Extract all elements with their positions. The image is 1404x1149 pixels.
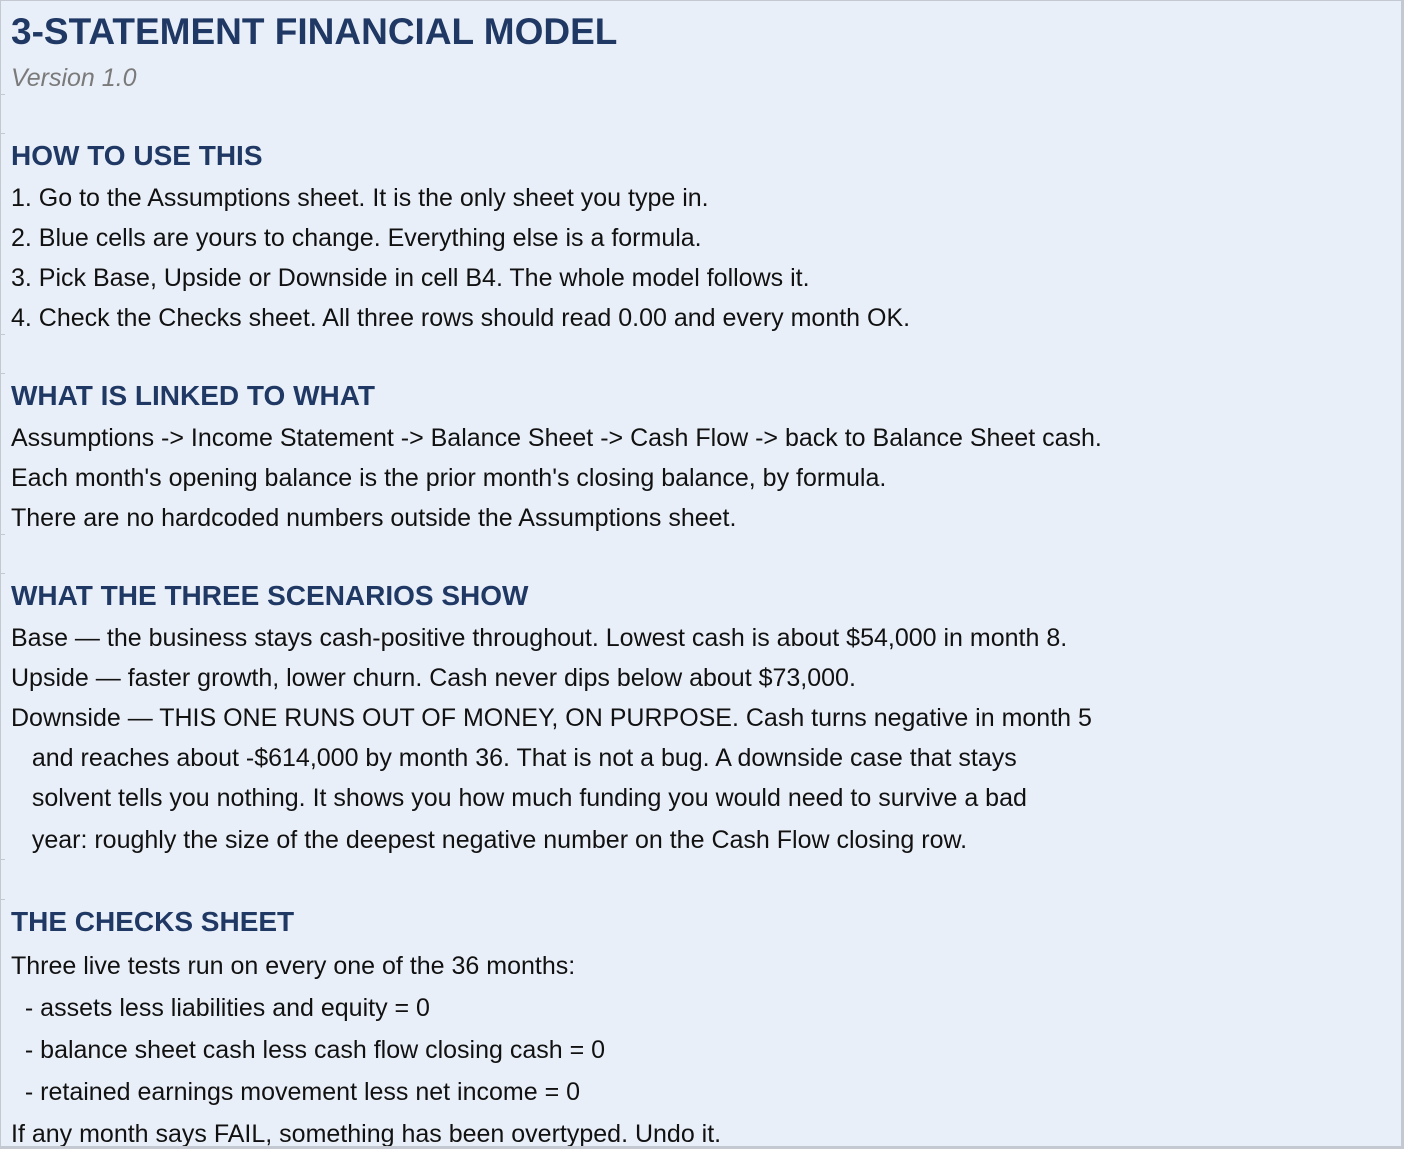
instruction-line: 4. Check the Checks sheet. All three rows should read 0.00 and every month OK. [11, 304, 911, 332]
instruction-line: 2. Blue cells are yours to change. Everything else is a formula. [11, 224, 702, 252]
checks-line: - retained earnings movement less net income = 0 [11, 1078, 581, 1106]
section-heading-checks: THE CHECKS SHEET [11, 906, 295, 937]
scenario-line: Downside — THIS ONE RUNS OUT OF MONEY, ON PURPOSE. Cash turns negative in month 5 [11, 704, 1092, 732]
checks-line: Three live tests run on every one of the 36 months: [11, 952, 576, 980]
checks-line: - balance sheet cash less cash flow closing cash = 0 [11, 1036, 606, 1064]
row-gridline [1, 373, 5, 374]
scenario-line: year: roughly the size of the deepest negative number on the Cash Flow closing row. [11, 826, 968, 854]
page-title: 3-STATEMENT FINANCIAL MODEL [11, 11, 618, 52]
scenario-line: Base — the business stays cash-positive throughout. Lowest cash is about $54,000 in month 8. [11, 624, 1068, 652]
section-heading-how-to-use: HOW TO USE THIS [11, 140, 263, 171]
row-gridline [1, 334, 5, 335]
checks-line: If any month says FAIL, something has been overtyped. Undo it. [11, 1120, 722, 1148]
row-gridline [1, 899, 5, 900]
checks-line: - assets less liabilities and equity = 0 [11, 994, 430, 1022]
scenario-line: solvent tells you nothing. It shows you how much funding you would need to survive a bad [11, 784, 1027, 812]
section-heading-scenarios: WHAT THE THREE SCENARIOS SHOW [11, 580, 529, 611]
instruction-line: 3. Pick Base, Upside or Downside in cell B4. The whole model follows it. [11, 264, 810, 292]
scenario-line: Upside — faster growth, lower churn. Cash never dips below about $73,000. [11, 664, 856, 692]
linked-line: Each month's opening balance is the prior month's closing balance, by formula. [11, 464, 887, 492]
row-gridline [1, 573, 5, 574]
linked-line: There are no hardcoded numbers outside the Assumptions sheet. [11, 504, 737, 532]
scenario-line: and reaches about -$614,000 by month 36. That is not a bug. A downside case that stays [11, 744, 1017, 772]
row-gridline [1, 534, 5, 535]
section-heading-linked: WHAT IS LINKED TO WHAT [11, 380, 375, 411]
linked-line: Assumptions -> Income Statement -> Balance Sheet -> Cash Flow -> back to Balance Sheet cash. [11, 424, 1102, 452]
row-gridline [1, 133, 5, 134]
row-gridline [1, 94, 5, 95]
row-gridline [1, 859, 5, 860]
instruction-line: 1. Go to the Assumptions sheet. It is the only sheet you type in. [11, 184, 709, 212]
version-label: Version 1.0 [11, 64, 137, 92]
